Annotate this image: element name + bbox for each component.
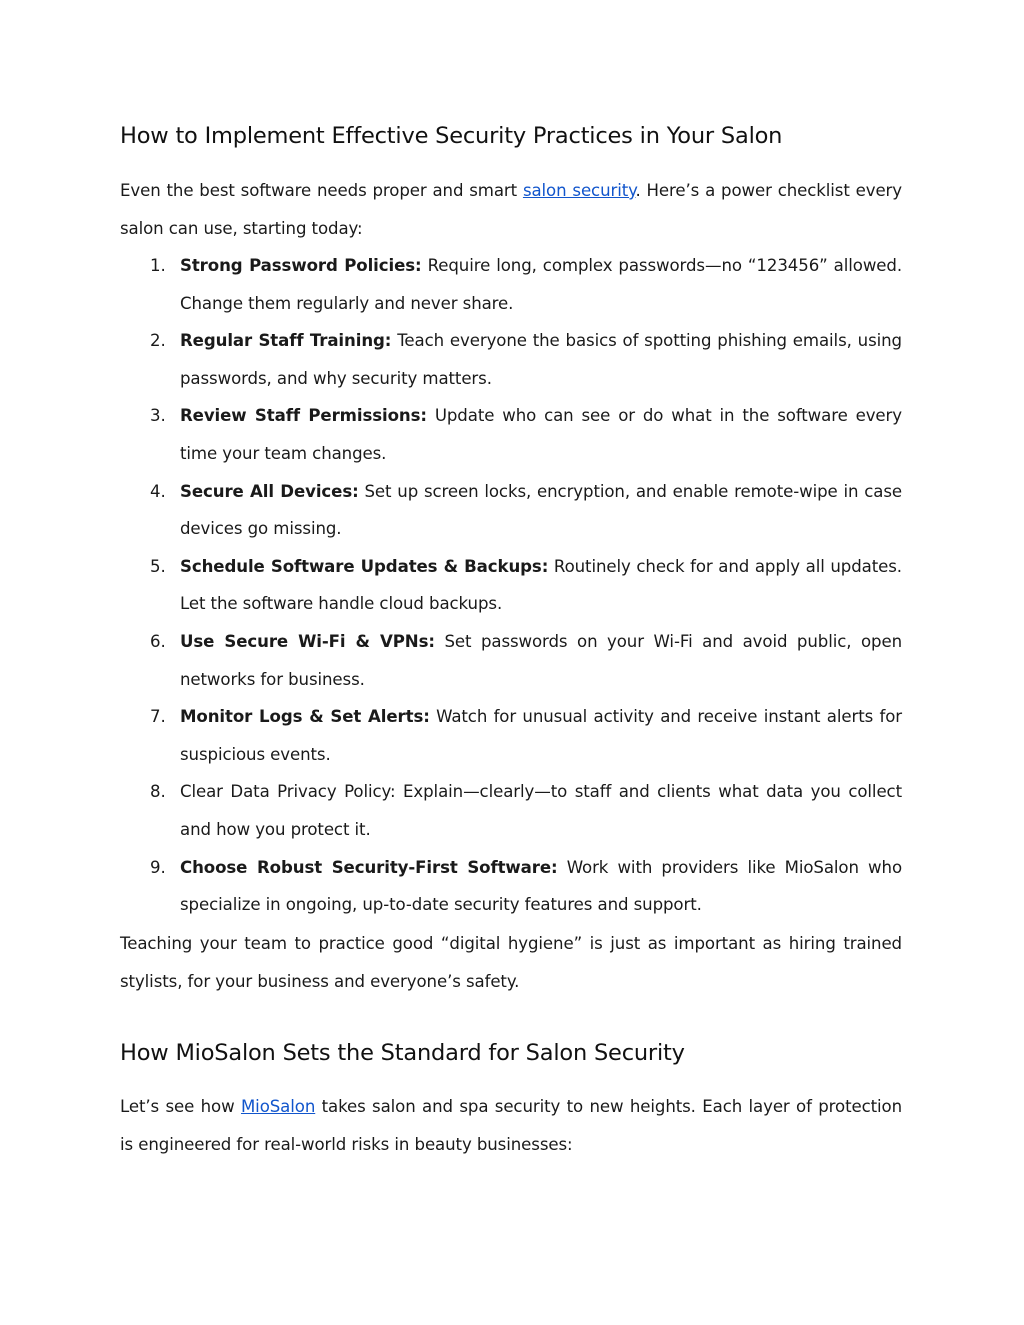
checklist-item bbox=[120, 548, 902, 623]
item-text: Teach everyone the basics of spotting phishing emails, using passwords, and why security matters. bbox=[180, 331, 902, 388]
intro-paragraph bbox=[120, 172, 902, 247]
item-number: 8. bbox=[150, 782, 166, 802]
item-title: Choose Robust Security-First Software: bbox=[180, 857, 558, 877]
checklist-item bbox=[120, 623, 902, 698]
intro-2-text-after: takes salon and spa security to new heights. Each layer of protection is engineered for real-world risks in beauty businesses: bbox=[120, 1097, 902, 1154]
item-title: Schedule Software Updates & Backups: bbox=[180, 556, 549, 576]
salon-security-link[interactable]: salon security bbox=[522, 181, 636, 200]
item-title: Secure All Devices: bbox=[180, 481, 359, 501]
miosalon-link[interactable]: MioSalon bbox=[240, 1097, 316, 1116]
item-number: 2. bbox=[150, 331, 166, 351]
item-text: Set up screen locks, encryption, and enable remote-wipe in case devices go missing. bbox=[180, 481, 902, 539]
outro-paragraph: Teaching your team to practice good “digital hygiene” is just as important as hiring trained stylists, for your business and everyone’s safety. bbox=[120, 934, 902, 991]
item-title: Regular Staff Training: bbox=[180, 331, 392, 351]
item-text: Update who can see or do what in the software every time your team changes. bbox=[180, 406, 902, 463]
checklist-item bbox=[120, 397, 902, 472]
checklist-item bbox=[120, 322, 902, 397]
item-number: 7. bbox=[150, 707, 166, 727]
item-number: 9. bbox=[150, 857, 166, 877]
item-title: Use Secure Wi-Fi & VPNs: bbox=[180, 631, 435, 651]
item-title: Strong Password Policies: bbox=[180, 256, 422, 275]
checklist-item bbox=[120, 773, 902, 848]
checklist-item bbox=[120, 247, 902, 322]
item-number: 4. bbox=[150, 481, 166, 501]
miosalon-intro-paragraph bbox=[120, 1088, 902, 1163]
item-title: Review Staff Permissions: bbox=[180, 406, 427, 426]
item-number: 6. bbox=[150, 631, 166, 651]
intro-text-after: . Here’s a power checklist every salon can use, starting today: bbox=[120, 181, 902, 238]
item-text: Require long, complex passwords—no “123456” allowed. Change them regularly and never share. bbox=[180, 256, 903, 313]
section-heading-security-practices: How to Implement Effective Security Practices in Your Salon bbox=[120, 123, 783, 149]
security-checklist bbox=[120, 247, 902, 924]
section-heading-miosalon-standard: How MioSalon Sets the Standard for Salon Security bbox=[120, 1040, 685, 1066]
item-number: 3. bbox=[150, 406, 166, 426]
item-text: Work with providers like MioSalon who specialize in ongoing, up-to-date security features and support. bbox=[180, 857, 902, 915]
intro-2-text-before: Let’s see how bbox=[120, 1097, 241, 1116]
checklist-item bbox=[120, 473, 902, 548]
item-number: 5. bbox=[150, 556, 166, 576]
item-title: Monitor Logs & Set Alerts: bbox=[180, 707, 430, 727]
item-text: Clear Data Privacy Policy: Explain—clearly—to staff and clients what data you collect and how you protect it. bbox=[180, 782, 902, 839]
item-number: 1. bbox=[150, 256, 166, 275]
intro-text-before: Even the best software needs proper and smart bbox=[120, 181, 523, 200]
checklist-item bbox=[120, 698, 902, 773]
item-text: Routinely check for and apply all updates. Let the software handle cloud backups. bbox=[180, 556, 902, 614]
item-text: Watch for unusual activity and receive instant alerts for suspicious events. bbox=[180, 707, 902, 764]
checklist-item bbox=[120, 849, 902, 924]
item-text: Set passwords on your Wi-Fi and avoid public, open networks for business. bbox=[180, 631, 902, 689]
